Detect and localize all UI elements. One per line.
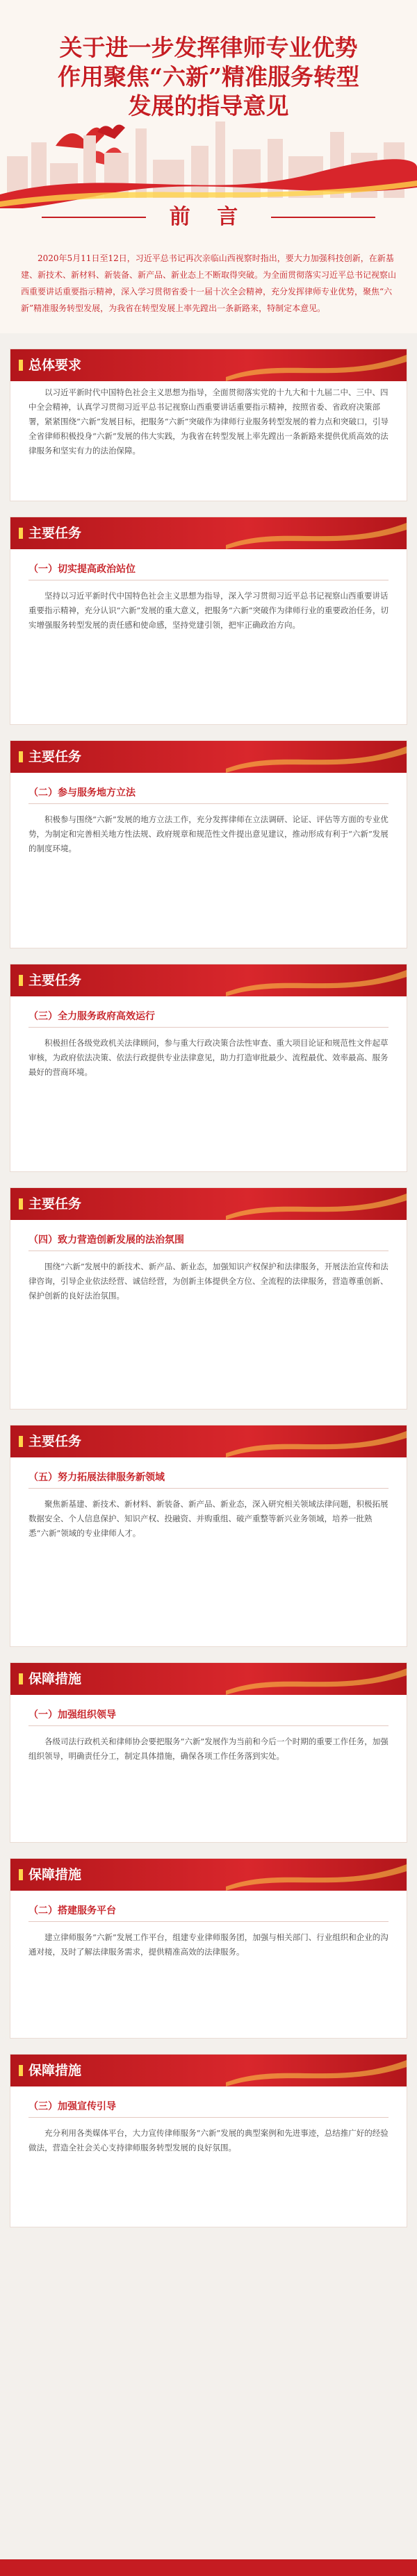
ribbon-decoration-icon: [226, 1663, 407, 1695]
section-header: [10, 2055, 407, 2086]
hero-banner: [0, 0, 417, 236]
section-tag: 主要任务: [28, 1188, 81, 1220]
section-subheading: （二）参与服务地方立法: [28, 785, 389, 804]
preface-title: 前 言: [169, 205, 248, 229]
ribbon-decoration-icon: [226, 964, 407, 996]
section-header: [10, 349, 407, 381]
divider: [271, 217, 375, 218]
section-subheading: （四）致力营造创新发展的法治氛围: [28, 1232, 389, 1251]
content-section: [10, 349, 407, 501]
ribbon-decoration-icon: [226, 1425, 407, 1457]
section-header: [10, 1663, 407, 1695]
ribbon-decoration-icon: [226, 741, 407, 773]
section-body: 各级司法行政机关和律师协会要把服务“六新”发展作为当前和今后一个时期的重要工作任务，加强组织领导，明确责任分工，制定具体措施，确保各项工作任务落到实处。: [28, 1737, 389, 1761]
section-header: [10, 1425, 407, 1457]
section-body: 以习近平新时代中国特色社会主义思想为指导，全面贯彻落实党的十九大和十九届二中、三中、四中全会精神，认真学习贯彻习近平总书记视察山西重要讲话重要指示精神，按照省委、省政府决策部署，紧紧围绕“六新”发展目标，把服务“六新”突破作为律师行业服务转型发展的着力点和突破口，引导全省律师积极投身“六新”发展的伟大实践，为我省在转型发展上率先蹚出一条新路来提供优质高效的法律服务和坚实有力的法治保障。: [28, 387, 389, 455]
ribbon-decoration-icon: [226, 1188, 407, 1220]
section-subheading: （三）全力服务政府高效运行: [28, 1009, 389, 1028]
content-section: [10, 2054, 407, 2227]
section-header: [10, 517, 407, 549]
preface-text: 2020年5月11日至12日，习近平总书记再次亲临山西视察时指出，要大力加强科技创新，在新基建、新技术、新材料、新装备、新产品、新业态上不断取得突破。为全面贯彻落实习近平总书记视察山西重要讲话重要指示精神，深入学习贯彻省委十一届十次全会精神，充分发挥律师专业优势，聚焦“六新”精准服务转型发展，为我省在转型发展上率先蹚出一条新路来，特制定本意见。: [0, 236, 417, 333]
ribbon-decoration-icon: [226, 517, 407, 549]
section-tag: 主要任务: [28, 1425, 81, 1457]
title-line-1: 关于进一步发挥律师专业优势: [59, 34, 358, 61]
title-line-3: 发展的指导意见: [128, 92, 289, 119]
content-section: [10, 964, 407, 1172]
section-tag: 保障措施: [28, 2055, 81, 2086]
section-subheading: （三）加强宣传引导: [28, 2099, 389, 2118]
section-body: 积极担任各级党政机关法律顾问，参与重大行政决策合法性审查、重大项目论证和规范性文件起草审核，为政府依法决策、依法行政提供专业法律意见，助力打造审批最少、流程最优、效率最高、服务最好的营商环境。: [28, 1038, 389, 1077]
content-section: [10, 1858, 407, 2039]
section-subheading: （一）加强组织领导: [28, 1707, 389, 1726]
ribbon-decoration-icon: [226, 349, 407, 381]
footer-bar: [0, 2559, 417, 2576]
section-body: 围绕“六新”发展中的新技术、新产品、新业态，加强知识产权保护和法律服务，开展法治宣传和法律咨询，引导企业依法经营、诚信经营，为创新主体提供全方位、全流程的法律服务，营造尊重创新、保护创新的良好法治氛围。: [28, 1262, 389, 1300]
section-subheading: （五）努力拓展法律服务新领域: [28, 1470, 389, 1489]
section-tag: 保障措施: [28, 1663, 81, 1695]
content-section: [10, 740, 407, 948]
ribbon-decoration-icon: [226, 2055, 407, 2086]
section-header: [10, 964, 407, 996]
content-section: [10, 1662, 407, 1843]
section-tag: 主要任务: [28, 741, 81, 773]
content-section: [10, 1187, 407, 1410]
section-body: 充分利用各类媒体平台，大力宣传律师服务“六新”发展的典型案例和先进事迹，总结推广好的经验做法，营造全社会关心支持律师服务转型发展的良好氛围。: [28, 2128, 389, 2152]
preface-heading: [0, 198, 417, 236]
page-title: [28, 33, 389, 121]
section-body: 积极参与围绕“六新”发展的地方立法工作，充分发挥律师在立法调研、论证、评估等方面的专业优势，为制定和完善相关地方性法规、政府规章和规范性文件提出意见建议，推动形成有利于“六新”发展的制度环境。: [28, 814, 389, 853]
title-line-2: 作用聚焦“六新”精准服务转型: [58, 63, 359, 90]
section-body: 建立律师服务“六新”发展工作平台，组建专业律师服务团，加强与相关部门、行业组织和企业的沟通对接，及时了解法律服务需求，提供精准高效的法律服务。: [28, 1932, 389, 1957]
section-tag: 主要任务: [28, 517, 81, 549]
section-tag: 总体要求: [28, 349, 81, 381]
section-header: [10, 1859, 407, 1891]
content-section: [10, 1425, 407, 1647]
section-header: [10, 741, 407, 773]
section-subheading: （一）切实提高政治站位: [28, 562, 389, 580]
section-body: 聚焦新基建、新技术、新材料、新装备、新产品、新业态，深入研究相关领域法律问题，积极拓展数据安全、个人信息保护、知识产权、投融资、并购重组、破产重整等新兴业务领域，培养一批熟悉“六新”领域的专业律师人才。: [28, 1499, 389, 1538]
section-header: [10, 1188, 407, 1220]
ribbon-decoration-icon: [226, 1859, 407, 1891]
section-tag: 保障措施: [28, 1859, 81, 1891]
section-subheading: （二）搭建服务平台: [28, 1903, 389, 1922]
content-section: [10, 517, 407, 725]
section-body: 坚持以习近平新时代中国特色社会主义思想为指导，深入学习贯彻习近平总书记视察山西重要讲话重要指示精神，充分认识“六新”发展的重大意义，把服务“六新”突破作为律师行业的重要政治任务，切实增强服务转型发展的责任感和使命感，坚持党建引领，把牢正确政治方向。: [28, 591, 389, 630]
divider: [42, 217, 146, 218]
section-tag: 主要任务: [28, 964, 81, 996]
